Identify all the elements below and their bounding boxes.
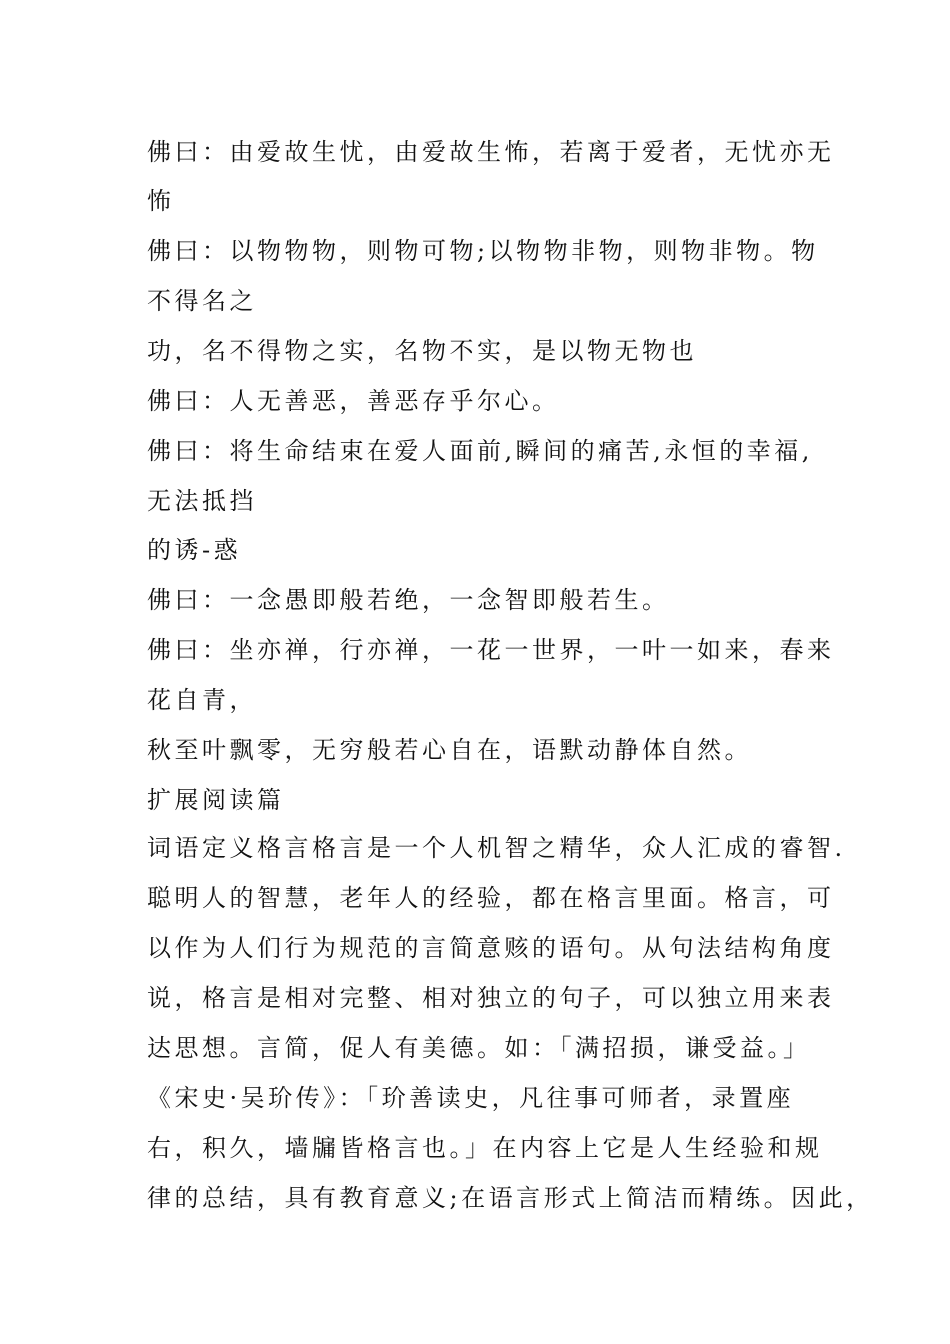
section-heading: 扩展阅读篇 — [147, 786, 285, 814]
text-line: 右，积久，墙牖皆格言也。」在内容上它是人生经验和规 — [147, 1134, 823, 1162]
text-line: 佛曰：以物物物，则物可物;以物物非物，则物非物。物 — [147, 237, 819, 265]
text-line: 达思想。言简，促人有美德。如：「满招损，谦受益。」 — [147, 1034, 811, 1062]
text-line: 不得名之 — [147, 287, 257, 315]
text-line: 聪明人的智慧，老年人的经验，都在格言里面。格言，可 — [147, 884, 835, 912]
text-line: 律的总结，具有教育意义;在语言形式上简洁而精练。因此， — [147, 1184, 874, 1212]
text-line: 功，名不得物之实，名物不实，是以物无物也 — [147, 337, 697, 365]
text-line: 以作为人们行为规范的言简意赅的语句。从句法结构角度 — [147, 934, 835, 962]
text-line: 佛曰：坐亦禅，行亦禅，一花一世界，一叶一如来，春来 — [147, 636, 835, 664]
text-line: 花自青， — [147, 686, 257, 714]
text-line: 佛曰：人无善恶，善恶存乎尔心。 — [147, 387, 560, 415]
text-line: 的诱-惑 — [147, 536, 242, 564]
text-line: 无法抵挡 — [147, 487, 257, 515]
text-line: 怖 — [147, 187, 175, 215]
text-line: 说，格言是相对完整、相对独立的句子，可以独立用来表 — [147, 984, 835, 1012]
text-line: 佛曰：由爱故生忧，由爱故生怖，若离于爱者，无忧亦无 — [147, 138, 835, 166]
text-line: 佛曰：一念愚即般若绝，一念智即般若生。 — [147, 586, 670, 614]
text-line: 秋至叶飘零，无穷般若心自在，语默动静体自然。 — [147, 736, 752, 764]
text-line: 词语定义格言格言是一个人机智之精华，众人汇成的睿智. — [147, 834, 846, 862]
text-line: 佛曰：将生命结束在爱人面前,瞬间的痛苦,永恒的幸福, — [147, 437, 813, 465]
text-line: 《宋史·吴玠传》：「玠善读史，凡往事可师者，录置座 — [147, 1084, 795, 1112]
